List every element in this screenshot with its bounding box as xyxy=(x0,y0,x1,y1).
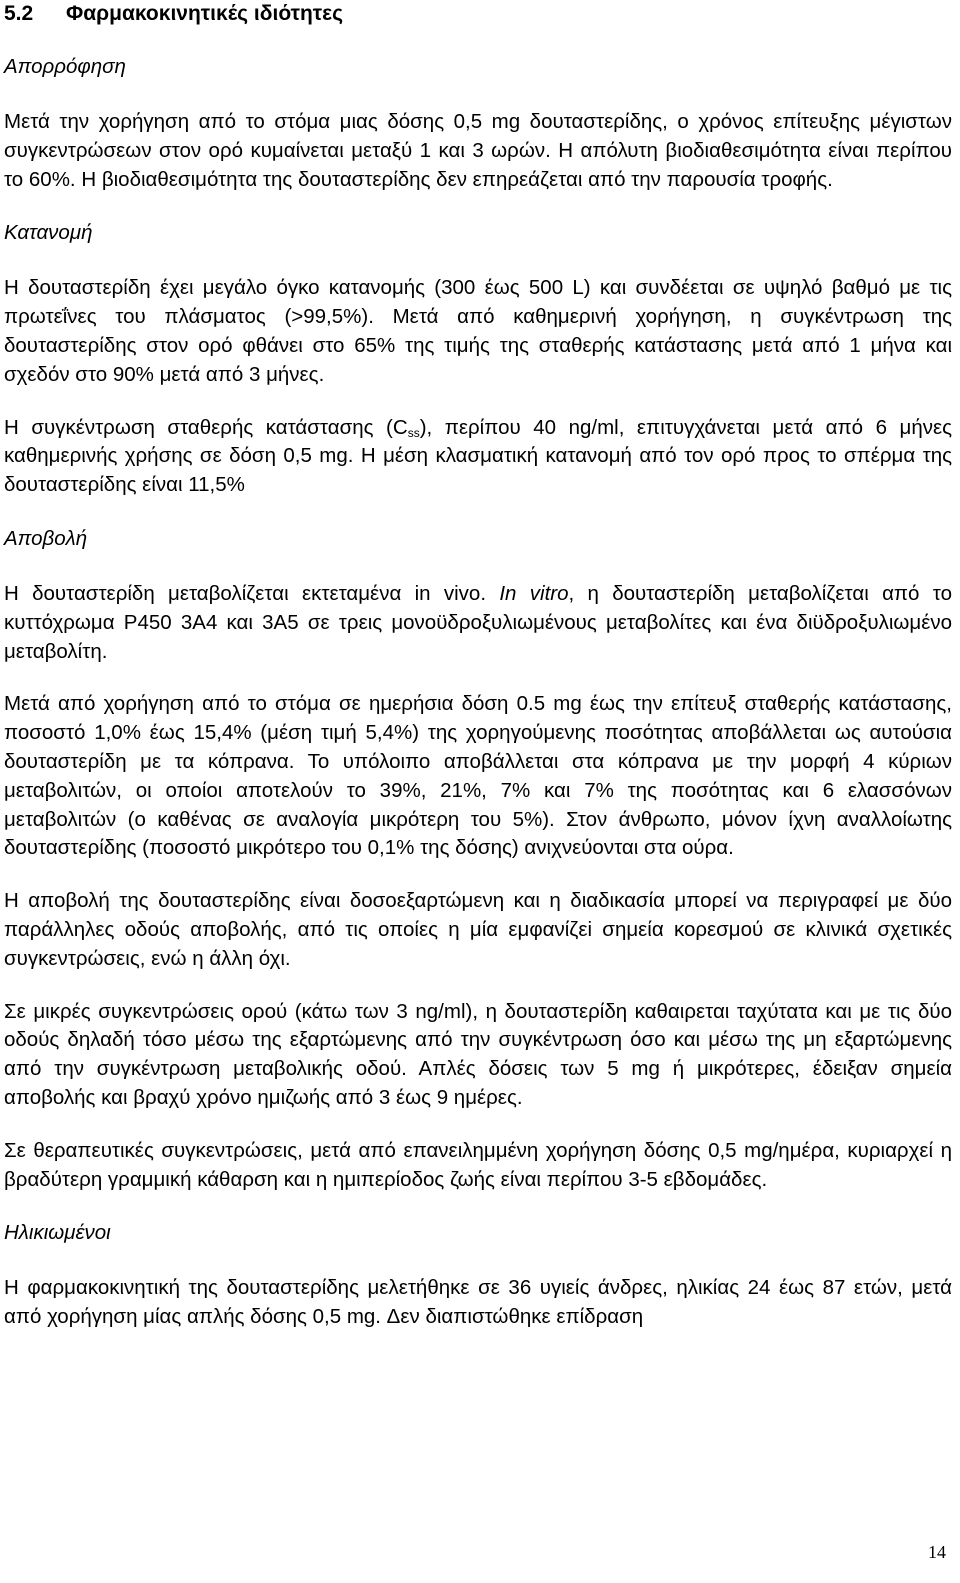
page-number: 14 xyxy=(928,1542,946,1562)
distribution-paragraph-1: Η δουταστερίδη έχει μεγάλο όγκο κατανομής (300 έως 500 L) και συνδέεται σε υψηλό βαθμό με τις πρωτεΐνες του πλάσματος (>99,5%). Μετά από καθημερινή χορήγηση, η συγκέντρωση της δουταστερίδης στον ορό φθάνει στο 65% της τιμής της σταθερής κατάστασης μετά από 1 μήνα και σχεδόν στο 90% μετά από 3 μήνες. xyxy=(4,276,952,386)
elimination-paragraph-1 xyxy=(4,580,952,666)
metabolism-text-before: Η δουταστερίδη μεταβολίζεται εκτεταμένα in vivo. xyxy=(4,581,500,605)
elimination-paragraph-2: Μετά από χορήγηση από το στόμα σε ημερήσια δόση 0.5 mg έως την επίτευξ σταθερής κατάστασης, ποσοστό 1,0% έως 15,4% (μέση τιμή 5,4%) της χορηγούμενης ποσότητας αποβάλλεται ως αυτούσια δουταστερίδη με τα κόπρανα. Το υπόλοιπο αποβάλλεται στα κόπρανα με την μορφή 4 κύριων μεταβολιτών, οι οποίοι αποτελούν το 39%, 21%, 7% και 7% της ποσότητας και 6 ελασσόνων μεταβολιτών (ο καθένας σε αναλογία μικρότερη του 5%). Στον άνθρωπο, μόνον ίχνη αναλλοίωτης δουταστερίδης (ποσοστό μικρότερο του 0,1% της δόσης) ανιχνεύονται στα ούρα. xyxy=(4,692,952,860)
absorption-paragraph: Μετά την χορήγηση από το στόμα μιας δόσης 0,5 mg δουταστερίδης, ο χρόνος επίτευξης μέγιστων συγκεντρώσεων στον ορό κυμαίνεται μεταξύ 1 και 3 ωρών. Η απόλυτη βιοδιαθεσιμότητα είναι περίπου το 60%. Η βιοδιαθεσιμότητα της δουταστερίδης δεν επηρεάζεται από την παρουσία τροφής. xyxy=(4,110,952,191)
css-text-after: ), περίπου 40 ng/ml, επιτυγχάνεται μετά από 6 μήνες καθημερινής χρήσης σε δόση 0,5 mg. Η μέση κλασματική κατανομή από τον ορό προς το σπέρμα της δουταστερίδης είναι 11,5% xyxy=(4,415,952,497)
elderly-paragraph: Η φαρμακοκινητική της δουταστερίδης μελετήθηκε σε 36 υγιείς άνδρες, ηλικίας 24 έως 87 ετών, μετά από χορήγηση μίας απλής δόσης 0,5 mg. Δεν διαπιστώθηκε επίδραση xyxy=(4,1276,952,1329)
section-number: 5.2 xyxy=(4,2,34,25)
metabolism-text-after: , η δουταστερίδη μεταβολίζεται από το κυττόχρωμα P450 3A4 και 3A5 σε τρεις μονοϋδροξυλιωμένους μεταβολίτες και ένα διϋδροξυλιωμένο μεταβολίτη. xyxy=(4,581,952,663)
document-page xyxy=(4,0,952,1356)
elderly-heading: Ηλικιωμένοι xyxy=(4,1221,111,1245)
elimination-paragraph-5: Σε θεραπευτικές συγκεντρώσεις, μετά από επανειλημμένη χορήγηση δόσης 0,5 mg/ημέρα, κυριαρχεί η βραδύτερη γραμμική κάθαρση και η ημιπερίοδος ζωής είναι περίπου 3-5 εβδομάδες. xyxy=(4,1138,952,1191)
absorption-heading: Απορρόφηση xyxy=(4,55,126,78)
distribution-heading: Κατανομή xyxy=(4,221,93,245)
css-text-before: Η συγκέντρωση σταθερής κατάστασης (C xyxy=(4,415,408,439)
css-subscript: ss xyxy=(407,425,420,440)
elimination-heading: Αποβολή xyxy=(4,526,88,550)
distribution-paragraph-2 xyxy=(4,414,952,500)
section-heading xyxy=(4,0,952,28)
elimination-paragraph-4: Σε μικρές συγκεντρώσεις ορού (κάτω των 3 ng/ml), η δουταστερίδη καθαιρεται ταχύτατα και με τις δύο οδούς δηλαδή τόσο μέσω της εξαρτώμενης από την συγκέντρωση όσο και μέσω της μη εξαρτώμενης από την συγκέντρωση μεταβολικής οδού. Απλές δόσεις των 5 mg ή μικρότερες, έδειξαν σημεία αποβολής και βραχύ χρόνο ημιζωής από 3 έως 9 ημέρες. xyxy=(4,999,952,1109)
in-vitro-term: In vitro xyxy=(499,581,569,605)
section-title: Φαρμακοκινητικές ιδιότητες xyxy=(66,2,344,25)
elimination-paragraph-3: Η αποβολή της δουταστερίδης είναι δοσοεξαρτώμενη και η διαδικασία μπορεί να περιγραφεί με δύο παράλληλες οδούς αποβολής, από τις οποίες η μία εμφανίζεi σημεία κορεσμού σε κλινικά σχετικές συγκεντρώσεις, ενώ η άλλη όχι. xyxy=(4,889,952,970)
